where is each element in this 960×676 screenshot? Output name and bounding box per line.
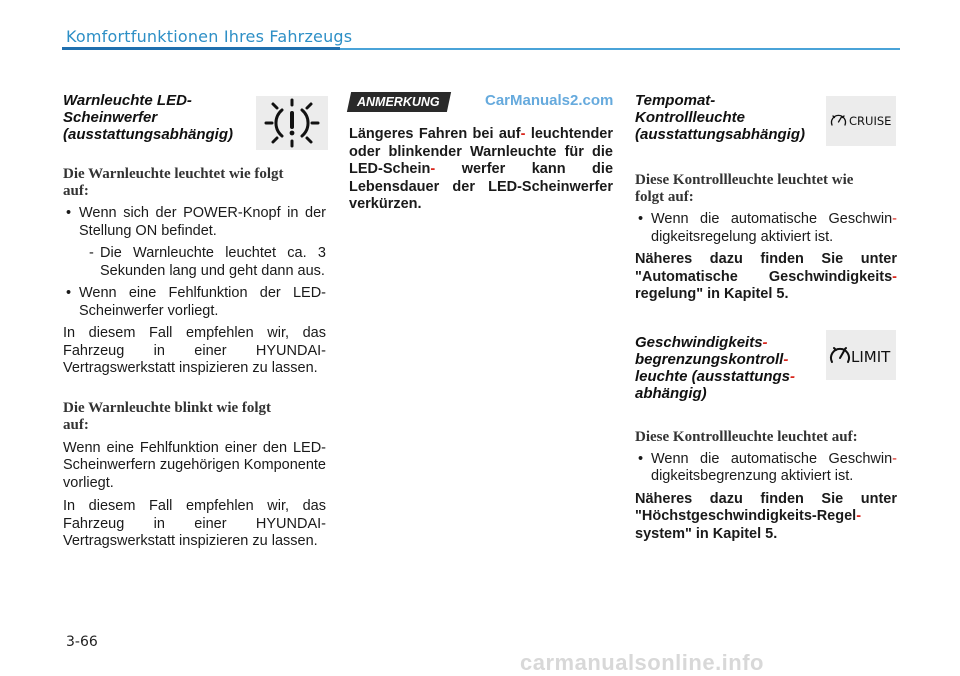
hyphen-mark: - <box>762 333 768 351</box>
hyphen-mark: - <box>430 161 436 177</box>
cruise-reference <box>635 251 897 304</box>
section-title-limit <box>635 334 820 402</box>
title-line: (ausstattungsabhängig) <box>63 126 234 143</box>
ref-text-part: Näheres dazu finden Sie unter "Höchstgeschwindigkeits-Regel <box>635 490 897 524</box>
para-recommend-1: In diesem Fall empfehlen wir, das Fahrzeug in einer HYUNDAI-Vertragswerkstatt inspizieren zu lassen. <box>63 325 326 376</box>
column-note <box>349 92 613 214</box>
title-line: (ausstattungsabhängig) <box>635 126 806 143</box>
title-text-part: leuchte (ausstattungs <box>635 367 791 385</box>
chapter-title: Komfortfunktionen Ihres Fahrzeugs <box>66 27 353 46</box>
note-text-part: werfer kann die Lebensdauer der LED-Scheinwerfer verkürzen. <box>349 161 614 212</box>
column-led-headlamp <box>63 92 326 551</box>
hyphen-mark: - <box>856 508 862 524</box>
title-text-part: Geschwindigkeits <box>635 333 763 351</box>
subhead-line: Die Warnleuchte blinkt wie folgt <box>63 399 272 416</box>
subhead-limit: Diese Kontrollleuchte leuchtet auf: <box>635 428 858 445</box>
para-recommend-2: In diesem Fall empfehlen wir, das Fahrzeug in einer HYUNDAI-Vertragswerkstatt inspizieren zu lassen. <box>63 498 326 549</box>
title-line: Kontrollleuchte <box>635 109 746 126</box>
subhead-lights <box>63 166 326 200</box>
bullet-malfunction: • Wenn eine Fehlfunktion der LED-Scheinwerfer vorliegt. <box>63 285 326 320</box>
subhead-line: auf: <box>63 183 89 199</box>
hyphen-mark: - <box>520 126 526 142</box>
bullet-power-on: • Wenn sich der POWER-Knopf in der Stellung ON befindet. <box>63 205 326 240</box>
title-line: Warnleuchte LED- <box>63 92 192 109</box>
title-line <box>635 334 820 351</box>
hyphen-mark: - <box>892 268 897 285</box>
ref-text-part: system" in Kapitel 5. <box>635 525 778 542</box>
subhead-line: folgt auf: <box>635 189 694 205</box>
hyphen-mark: - <box>892 211 897 227</box>
limit-label: LIMIT <box>851 348 891 366</box>
hyphen-mark: - <box>783 350 789 368</box>
note-badge <box>347 92 451 112</box>
limit-reference <box>635 491 897 544</box>
section-title-cruise <box>635 92 820 143</box>
dash-three-seconds: - Die Warnleuchte leuchtet ca. 3 Sekunden lang und geht dann aus. <box>63 245 326 280</box>
note-badge-label: ANMERKUNG <box>357 95 440 109</box>
bullet-text-part: Wenn die automatische Geschwin <box>651 450 893 467</box>
watermark-footer[interactable]: carmanualsonline.info <box>520 650 764 675</box>
header-rule-dark <box>62 47 340 50</box>
bullet-text-part: Wenn die automatische Geschwin <box>651 211 893 227</box>
title-text-part: abhängig) <box>635 384 707 402</box>
ref-text-part: Näheres dazu finden Sie unter "Automatische Geschwindigkeits <box>635 251 897 285</box>
cruise-label: CRUISE <box>849 114 892 128</box>
section-title-led <box>63 92 263 143</box>
page-number: 3-66 <box>66 634 98 650</box>
title-text-part: begrenzungskontroll <box>635 350 784 368</box>
note-text-part: Längeres Fahren bei auf <box>349 126 521 142</box>
header-rule-light <box>340 48 900 50</box>
bullet-limit-active <box>635 451 897 486</box>
watermark-carmanuals[interactable]: CarManuals2.com <box>485 92 614 109</box>
ref-text-part: regelung" in Kapitel 5. <box>635 286 789 302</box>
subhead-line: auf: <box>63 416 89 433</box>
para-component-fault: Wenn eine Fehlfunktion einer den LED-Scheinwerfern zugehörigen Komponente vorliegt. <box>63 439 326 491</box>
title-line: Scheinwerfer <box>63 109 158 126</box>
subhead-blinks <box>63 400 326 434</box>
bullet-text-part: digkeitsbegrenzung aktiviert ist. <box>651 468 854 484</box>
subhead-line: Die Warnleuchte leuchtet wie folgt <box>63 166 284 182</box>
subhead-cruise <box>635 172 897 206</box>
subhead-line: Diese Kontrollleuchte leuchtet wie <box>635 172 854 188</box>
note-text-part: leuchtender oder blinkender Warnleuchte für die LED-Schein <box>349 126 614 177</box>
hyphen-mark: - <box>892 450 897 467</box>
title-line: Tempomat- <box>635 92 716 109</box>
title-line <box>635 351 820 368</box>
title-line <box>635 368 820 385</box>
bullet-text-part: digkeitsregelung aktiviert ist. <box>651 228 834 245</box>
column-cruise <box>635 92 897 543</box>
note-text <box>349 126 613 214</box>
hyphen-mark: - <box>790 367 796 385</box>
bullet-cruise-active <box>635 211 897 246</box>
title-line <box>635 385 820 402</box>
